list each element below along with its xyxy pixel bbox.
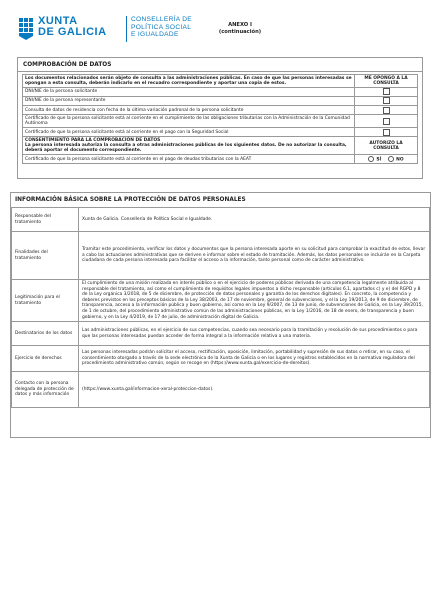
authorize-header: AUTORIZO LA CONSULTA (355, 137, 418, 155)
row-text: (https://www.xunta.gal/informacion-xeral-proteccion-datos). (79, 372, 430, 408)
table-row (12, 208, 430, 232)
dept-line1: CONSELLERÍA DE (131, 16, 192, 23)
row-label: Ejercicio de derechos (12, 346, 79, 372)
consent-block (23, 137, 355, 155)
oppose-checkbox[interactable] (383, 97, 390, 104)
table-row (23, 87, 418, 96)
oppose-checkbox[interactable] (383, 107, 390, 114)
data-protection-section (10, 192, 431, 438)
row-label: Destinatarios de los datos (12, 322, 79, 346)
row-label: Legitimación para el tratamiento (12, 280, 79, 322)
yes-label: SÍ (376, 157, 382, 163)
oppose-checkbox[interactable] (383, 118, 390, 125)
dept-line3: E IGUALDADE (131, 31, 179, 39)
protection-table (11, 207, 430, 408)
oppose-checkbox[interactable] (383, 88, 390, 95)
row-label: DNI/NIE de la persona representante (23, 96, 355, 105)
annex-heading (200, 22, 280, 36)
row-label: Certificado de que la persona solicitante está al corriente en el pago con la Seguridad Social (23, 128, 355, 137)
row-label: Certificado de que la persona solicitante está al corriente en el cumplimiento de las obligaciones tributarias con la Administración de la Comunidad Autónoma (23, 115, 355, 128)
row-text: Tramitar este procedimiento, verificar los datos y documentos que la persona interesada aporte en su solicitud para comprobar la exactitud de estos, llevar a cabo las actuaciones administrativas que se deriven e informar sobre el estado de tramitación. Además, los datos personales se incluirán en la Carpeta ciudadana de cada persona interesada para facilitar el acceso a la información, tanto personal como de carácter administrativo. (79, 232, 430, 280)
no-radio[interactable] (388, 156, 394, 162)
table-row (12, 346, 430, 372)
table-row (23, 137, 418, 155)
table-row (23, 155, 418, 164)
table-row (12, 280, 430, 322)
row-label: Consulta de datos de residencia con fecha de la última variación padronal de la persona solicitante (23, 106, 355, 115)
row-text: Xunta de Galicia. Consellería de Política Social e Igualdade. (79, 208, 430, 232)
row-label: DNI/NIE de la persona solicitante (23, 87, 355, 96)
annex-subtitle: (continuación) (218, 29, 262, 35)
consult-table (22, 74, 418, 164)
section-title: INFORMACIÓN BÁSICA SOBRE LA PROTECCIÓN DE DATOS PERSONALES (15, 197, 246, 203)
table-row (23, 96, 418, 105)
row-text: El cumplimiento de una misión realizada en interés público o en el ejercicio de poderes públicos derivada de una competencia legalmente atribuida al responsable del tratamiento, así como el cumplimiento de requisitos legales impuestos a dicho responsable (artículos 6.1, apartados c) y e) del RGPD y 8 de la Ley orgánica 3/2018, de 5 de diciembre, de protección de datos personales y garantía de los derechos digitales). En concreto, la competencia y deberes previstos en los preceptos básicos de la Ley 38/2003, de 17 de noviembre, general de subvenciones, y el la Ley 19/2013, de 9 de diciembre, de transparencia, acceso a la información pública y buen gobierno, así como en la Ley 9/2007, de 13 de junio, de subvenciones de Galicia, en la Ley 39/2015, de 1 de octubre, del procedimiento administrativo común de las administraciones públicas, en la Ley 1/2016, de 18 de enero, de transparencia y buen gobierno, y en la Ley 4/2019, de 17 de julio, de administración digital de Galicia. (79, 280, 430, 322)
department-name (131, 16, 192, 39)
dept-line2: POLÍTICA SOCIAL (131, 23, 192, 31)
xunta-logo-text (38, 16, 107, 38)
consent-text: La persona interesada autoriza la consulta a otras administraciones públicas de los siguientes datos. De no autorizar la consulta, deberá aportar el documento correspondiente. (25, 143, 347, 154)
table-row (23, 128, 418, 137)
table-row (23, 106, 418, 115)
table-row (12, 322, 430, 346)
row-label: Finalidades del tratamiento (12, 232, 79, 280)
xunta-shield-icon (18, 17, 34, 41)
section-title: COMPROBACIÓN DE DATOS (23, 62, 112, 68)
oppose-checkbox[interactable] (383, 129, 390, 136)
oppose-header: ME OPONGO A LA CONSULTA (355, 75, 418, 88)
yes-radio[interactable] (368, 156, 374, 162)
logo-line2: DE GALICIA (38, 26, 107, 38)
table-row (23, 115, 418, 128)
data-check-section (17, 57, 423, 179)
logo-line1: XUNTA (38, 15, 78, 27)
row-text: Las administraciones públicas, en el ejercicio de sus competencias, cuando sea necesario para la tramitación y resolución de sus procedimientos o para que las personas interesadas puedan acceder de forma integral a la información relativa a una materia. (79, 322, 430, 346)
table-row (23, 75, 418, 88)
consent-title: CONSENTIMIENTO PARA LA COMPROBACIÓN DE DATOS (25, 137, 161, 143)
row-label: Responsable del tratamiento (12, 208, 79, 232)
no-label: NO (396, 157, 404, 163)
table-row (12, 232, 430, 280)
row-label: Contacto con la persona delegada de protección de datos y más información (12, 372, 79, 408)
row-label: Certificado de que la persona solicitante está al corriente en el pago de deudas tributarias con la AEAT (23, 155, 355, 164)
logo-divider (126, 16, 127, 42)
row-text: Las personas interesadas podrán solicitar el acceso, rectificación, oposición, limitación, portabilidad y supresión de sus datos o retirar, en su caso, el consentimiento otorgado a través de la sede electrónica de la Xunta de Galicia o en los lugares y registros establecidos en la normativa reguladora del procedimiento administrativo común, según se recoge en (https://www.xunta.gal/exercicio-de-dereitos). (79, 346, 430, 372)
table-row (12, 372, 430, 408)
divider (18, 71, 422, 72)
annex-title: ANEXO I (228, 22, 252, 28)
consult-intro: Los documentos relacionados serán objeto de consulta a las administraciones públicas. En caso de que las personas interesadas se opongan a esta consulta, deberán indicarlo en el recuadro correspondiente y aportar una copia de estos. (23, 75, 355, 88)
